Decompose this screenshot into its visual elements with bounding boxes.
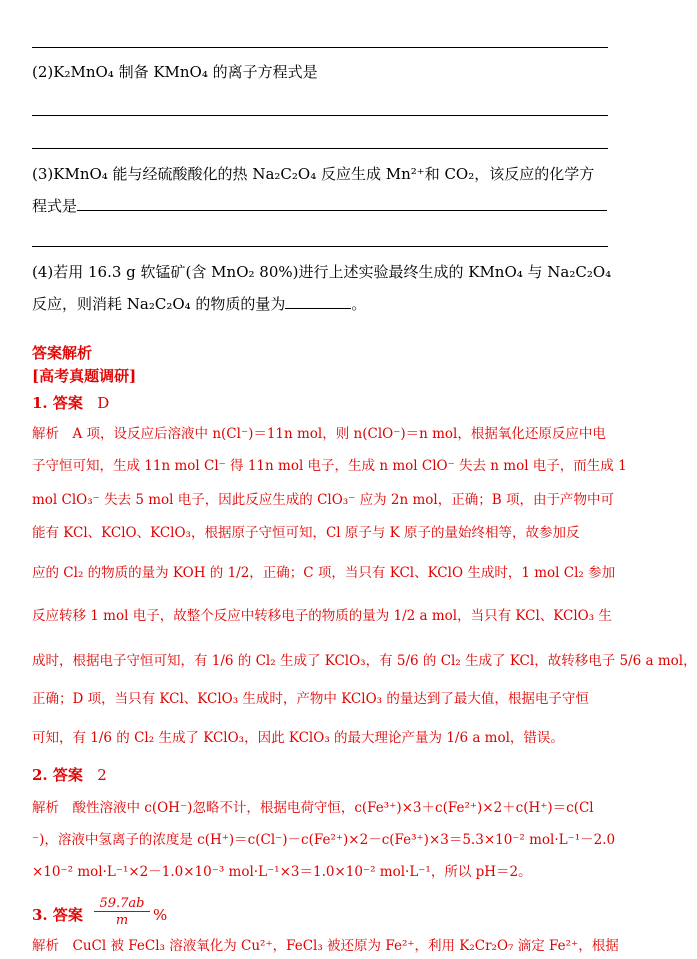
answer-2-label: 2. 答案	[32, 766, 83, 784]
answer-2-value: 2	[97, 766, 107, 784]
answer-3-denominator: m	[115, 913, 129, 928]
answer-2	[32, 765, 612, 785]
answer-3	[32, 896, 612, 932]
answer-3-numerator: 59.7ab	[94, 896, 150, 912]
answer-1-value: D	[97, 394, 110, 412]
answer-3-unit: %	[153, 906, 168, 924]
answer-1	[32, 393, 612, 413]
question-4-line-1: (4)若用 16.3 g 软锰矿(含 MnO₂ 80%)进行上述实验最终生成的 KMnO₄ 与 Na₂C₂O₄	[32, 263, 612, 281]
question-2: (2)K₂MnO₄ 制备 KMnO₄ 的离子方程式是	[32, 63, 318, 81]
explanation-2-line: ⁻)，溶液中氢离子的浓度是 c(H⁺)＝c(Cl⁻)－c(Fe²⁺)×2－c(Fe³⁺)×3＝5.3×10⁻² mol·L⁻¹－2.0	[32, 832, 616, 848]
explanation-3-line: 解析 CuCl 被 FeCl₃ 溶液氧化为 Cu²⁺，FeCl₃ 被还原为 Fe²⁺，利用 K₂Cr₂O₇ 滴定 Fe²⁺，根据	[32, 938, 619, 954]
answers-heading: 答案解析	[32, 344, 93, 362]
answers-subheading: [高考真题调研]	[32, 367, 137, 385]
question-3-line-2	[32, 196, 612, 216]
explanation-1-line: 能有 KCl、KClO、KClO₃，根据原子守恒可知，Cl 原子与 K 原子的量始终相等，故参加反	[32, 525, 580, 541]
answer-blank-line	[32, 115, 608, 116]
answer-3-label: 3. 答案	[32, 906, 83, 924]
explanation-1-line: 可知，有 1/6 的 Cl₂ 生成了 KClO₃，因此 KClO₃ 的最大理论产量为 1/6 a mol，错误。	[32, 730, 564, 746]
question-4-end: 。	[351, 295, 367, 313]
answer-blank-line	[32, 246, 608, 247]
answer-blank-line	[32, 47, 608, 48]
explanation-1-line: 子守恒可知，生成 11n mol Cl⁻ 得 11n mol 电子，生成 n mol ClO⁻ 失去 n mol 电子，而生成 1	[32, 458, 627, 474]
explanation-1-line: 成时，根据电子守恒可知，有 1/6 的 Cl₂ 生成了 KClO₃，有 5/6 的 Cl₂ 生成了 KCl，故转移电子 5/6 a mol，	[32, 653, 697, 669]
explanation-1-line: 应的 Cl₂ 的物质的量为 KOH 的 1/2，正确；C 项，当只有 KCl、KClO 生成时，1 mol Cl₂ 参加	[32, 565, 616, 581]
question-4-text: 反应，则消耗 Na₂C₂O₄ 的物质的量为	[32, 295, 286, 313]
explanation-1-line: 正确；D 项，当只有 KCl、KClO₃ 生成时，产物中 KClO₃ 的量达到了最大值，根据电子守恒	[32, 691, 589, 707]
answer-blank	[77, 196, 607, 211]
question-3-text: 程式是	[32, 197, 78, 215]
explanation-1-line: 解析 A 项，设反应后溶液中 n(Cl⁻)＝11n mol，则 n(ClO⁻)＝n mol，根据氧化还原反应中电	[32, 426, 606, 442]
answer-blank-line	[32, 148, 608, 149]
explanation-2-line: ×10⁻² mol·L⁻¹×2－1.0×10⁻³ mol·L⁻¹×3＝1.0×10⁻² mol·L⁻¹，所以 pH＝2。	[32, 864, 532, 880]
question-4-line-2	[32, 294, 612, 314]
explanation-1-line: 反应转移 1 mol 电子，故整个反应中转移电子的物质的量为 1/2 a mol，当只有 KCl、KClO₃ 生	[32, 608, 612, 624]
answer-blank	[285, 294, 351, 309]
answer-1-label: 1. 答案	[32, 394, 83, 412]
question-3-line-1: (3)KMnO₄ 能与经硫酸酸化的热 Na₂C₂O₄ 反应生成 Mn²⁺和 CO₂，该反应的化学方	[32, 165, 595, 183]
explanation-1-line: mol ClO₃⁻ 失去 5 mol 电子，因此反应生成的 ClO₃⁻ 应为 2n mol，正确；B 项，由于产物中可	[32, 492, 614, 508]
explanation-2-line: 解析 酸性溶液中 c(OH⁻)忽略不计，根据电荷守恒，c(Fe³⁺)×3＋c(Fe²⁺)×2＋c(H⁺)＝c(Cl	[32, 800, 594, 816]
